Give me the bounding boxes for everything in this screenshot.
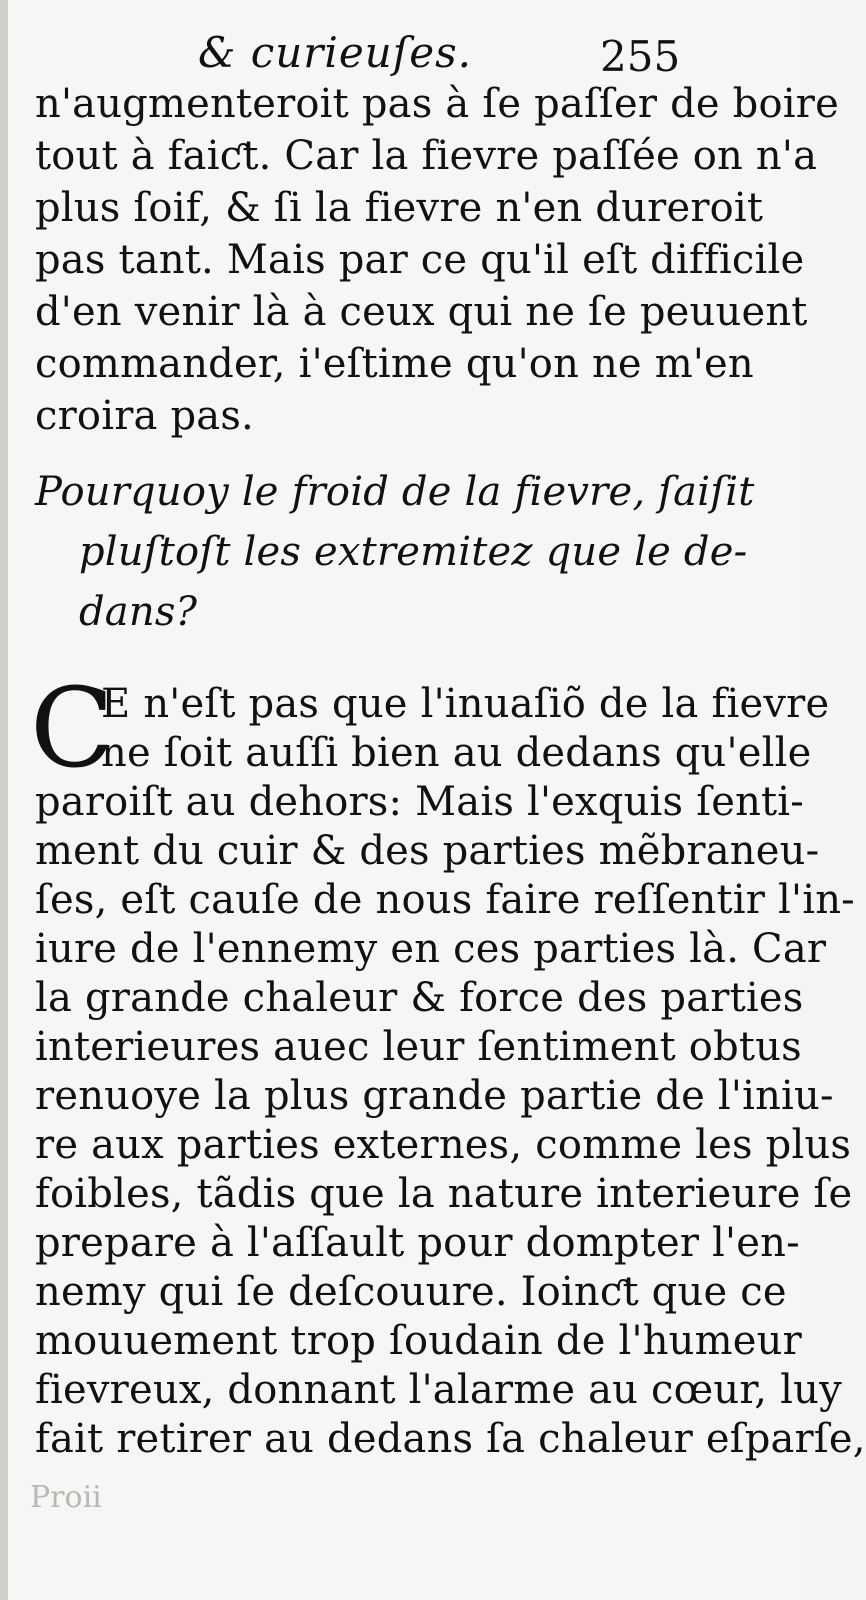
running-title: & curieuſes. [198,28,473,77]
text-line: n'augmenteroit pas à ſe paſſer de boire [35,81,839,127]
text-line: d'en venir là à ceux qui ne ſe peuuent [35,289,808,335]
text-line: ne ſoit auſſi bien au dedans qu'elle [101,730,812,776]
text-line: pas tant. Mais par ce qu'il eſt difficile [35,237,805,283]
text-line: iure de l'ennemy en ces parties là. Car [35,926,827,972]
text-line: nemy qui ſe deſcouure. Ioinƈt que ce [35,1269,787,1315]
bleed-through-text: Proii [30,1480,102,1515]
text-line: E n'eſt pas que l'inuaſiõ de la fievre [101,681,830,727]
page-number: 255 [600,32,681,81]
text-line: fait retirer au dedans ſa chaleur eſparſe, [35,1416,866,1462]
text-line: ſes, eſt cauſe de nous faire reſſentir l'in- [35,877,855,923]
text-line: plus ſoif, & ſi la fievre n'en dureroit [35,185,764,231]
text-line: croira pas. [35,393,254,439]
heading-line: Pourquoy le froid de la fievre, ſaiſit [35,469,755,515]
drop-cap: C [30,664,115,792]
text-line: paroiſt au dehors: Mais l'exquis ſenti- [35,779,805,825]
body-paragraph [35,680,866,1464]
heading-line: dans? [79,589,198,635]
text-line: re aux parties externes, comme les plus [35,1122,852,1168]
text-line: commander, i'eſtime qu'on ne m'en [35,341,754,387]
text-line: renuoye la plus grande partie de l'iniu- [35,1073,834,1119]
text-line: prepare à l'aſſault pour dompter l'en- [35,1220,800,1266]
continuation-paragraph [35,78,839,442]
text-line: la grande chaleur & force des parties [35,975,804,1021]
heading-line: pluſtoſt les extremitez que le de- [79,529,748,575]
text-line: mouuement trop ſoudain de l'humeur [35,1318,802,1364]
text-line: foibles, tãdis que la nature interieure ſe [35,1171,853,1217]
text-line: tout à faiƈt. Car la fievre paſſée on n'a [35,133,818,179]
page-edge [0,0,8,1600]
text-line: interieures auec leur ſentiment obtus [35,1024,802,1070]
text-line: fievreux, donnant l'alarme au cœur, luy [35,1367,842,1413]
section-heading [35,462,755,642]
text-line: ment du cuir & des parties mẽbraneu- [35,828,820,874]
running-head [0,22,800,86]
